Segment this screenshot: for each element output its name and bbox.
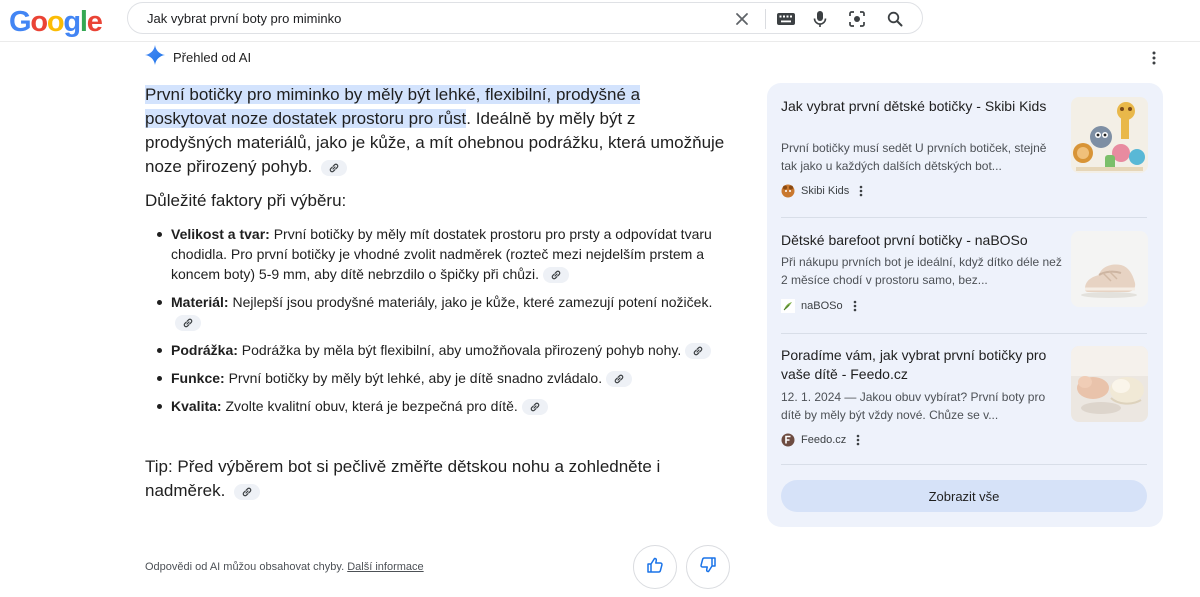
header: [0, 0, 1200, 42]
highlighted-answer: První botičky pro miminko by měly být lehké, flexibilní, prodyšné a poskytovat noze dostatek prostoru pro růst: [145, 85, 641, 128]
microphone-icon[interactable]: [810, 9, 830, 29]
learn-more-link[interactable]: Další informace: [347, 561, 424, 573]
list-item: [145, 396, 725, 416]
source-meta: [781, 432, 860, 448]
source-snippet: 12. 1. 2024 — Jakou obuv vybírat? První boty pro dítě by měly být vždy nové. Chůze se v...: [781, 390, 1046, 422]
source-meta: [781, 183, 863, 199]
ai-overview-header: [145, 46, 251, 68]
citation-link-icon[interactable]: [606, 371, 632, 387]
lead-continuation: . Ideálně by měly být z prodyšných materiálů, jako je kůže, a mít ohebnou podrážku, která umožňuje noze přirozený pohyb.: [145, 109, 725, 176]
source-divider: [781, 217, 1147, 218]
search-box[interactable]: [127, 2, 923, 34]
logo-letter: g: [63, 6, 80, 38]
source-menu-icon[interactable]: [853, 300, 857, 312]
source-divider: [781, 333, 1147, 334]
source-meta: [781, 298, 857, 314]
source-site: naBOSo: [801, 300, 843, 312]
citation-link-icon[interactable]: [234, 484, 260, 500]
citation-link-icon[interactable]: [522, 399, 548, 415]
factor-text: První botičky by měly mít dostatek prostoru pro prsty a odpovídat tvaru chodidla. Pro první botičky je vhodné zvolit nadměrek (rozteč mezi nejdelším prstem a koncem boty) 5-9 mm, aby dítě nebrzdilo o špičky při chůzi.: [171, 226, 712, 282]
source-card[interactable]: [781, 97, 1149, 207]
list-item: [145, 224, 725, 284]
thumbs-down-button[interactable]: [686, 545, 730, 589]
source-site: Skibi Kids: [801, 185, 850, 197]
source-menu-icon[interactable]: [859, 185, 863, 197]
factor-label: Funkce:: [171, 370, 225, 386]
disclaimer-text: Odpovědi od AI můžou obsahovat chyby.: [145, 561, 345, 573]
sources-panel: [767, 83, 1163, 527]
source-card[interactable]: [781, 346, 1149, 456]
show-all-button[interactable]: Zobrazit vše: [781, 480, 1147, 512]
factor-label: Materiál:: [171, 294, 229, 310]
source-site: Feedo.cz: [801, 434, 847, 446]
tip-text: Tip: Před výběrem bot si pečlivě změřte dětskou nohu a zohledněte i nadměrek.: [145, 457, 661, 500]
google-logo[interactable]: [9, 8, 102, 36]
list-item: [145, 292, 725, 332]
logo-letter: G: [9, 6, 31, 38]
source-thumbnail[interactable]: [1071, 231, 1148, 307]
logo-letter: o: [46, 6, 64, 38]
thumbs-down-icon: [699, 556, 717, 579]
list-item: [145, 340, 725, 360]
disclaimer: [145, 561, 424, 573]
logo-letter: l: [79, 6, 87, 38]
citation-link-icon[interactable]: [685, 343, 711, 359]
search-divider: [765, 9, 766, 29]
factor-text: Zvolte kvalitní obuv, která je bezpečná pro dítě.: [221, 398, 518, 414]
close-icon[interactable]: [732, 9, 752, 29]
source-title[interactable]: Jak vybrat první dětské botičky - Skibi Kids: [781, 98, 1047, 114]
feedo-favicon-icon: [781, 433, 795, 447]
skibi-favicon-icon: [781, 184, 795, 198]
source-card[interactable]: [781, 231, 1149, 331]
factors-list: [145, 224, 725, 424]
overview-lead: [145, 83, 725, 179]
factors-heading: Důležité faktory při výběru:: [145, 191, 347, 210]
factor-label: Velikost a tvar:: [171, 226, 270, 242]
citation-link-icon[interactable]: [321, 160, 347, 176]
search-icon[interactable]: [885, 9, 905, 29]
tip-paragraph: [145, 455, 705, 503]
factor-text: Nejlepší jsou prodyšné materiály, jako je kůže, které zamezují potení nožiček.: [228, 294, 713, 310]
search-input[interactable]: Jak vybrat první boty pro miminko: [147, 11, 342, 26]
factor-text: První botičky by měly být lehké, aby je dítě snadno zvládalo.: [224, 370, 603, 386]
citation-link-icon[interactable]: [543, 267, 569, 283]
keyboard-icon[interactable]: [776, 9, 796, 29]
source-snippet: První botičky musí sedět U prvních botiček, stejně tak jako u každých dalších dětských bot...: [781, 141, 1047, 173]
factor-text: Podrážka by měla být flexibilní, aby umožňovala přirozený pohyb nohy.: [237, 342, 682, 358]
logo-letter: o: [30, 6, 47, 38]
logo-letter: e: [86, 6, 102, 38]
ai-overview-title: Přehled od AI: [173, 49, 252, 65]
thumbs-up-button[interactable]: [633, 545, 677, 589]
factor-label: Podrážka:: [171, 342, 238, 358]
ai-sparkle-icon: [145, 45, 165, 70]
source-snippet: Při nákupu prvních bot je ideální, když dítko déle než 2 měsíce chodí v prostoru samo, bez...: [781, 255, 1062, 287]
source-thumbnail[interactable]: [1071, 346, 1148, 422]
lens-icon[interactable]: [847, 9, 867, 29]
list-item: [145, 368, 725, 388]
citation-link-icon[interactable]: [175, 315, 201, 331]
factor-label: Kvalita:: [171, 398, 222, 414]
source-divider: [781, 464, 1147, 465]
source-menu-icon[interactable]: [856, 434, 860, 446]
naboso-favicon-icon: [781, 299, 795, 313]
source-thumbnail[interactable]: [1071, 97, 1148, 173]
source-title[interactable]: Poradíme vám, jak vybrat první botičky pro vaše dítě - Feedo.cz: [781, 347, 1047, 382]
more-options-icon[interactable]: [1146, 50, 1162, 66]
thumbs-up-icon: [646, 556, 664, 579]
source-title[interactable]: Dětské barefoot první botičky - naBOSo: [781, 232, 1028, 248]
